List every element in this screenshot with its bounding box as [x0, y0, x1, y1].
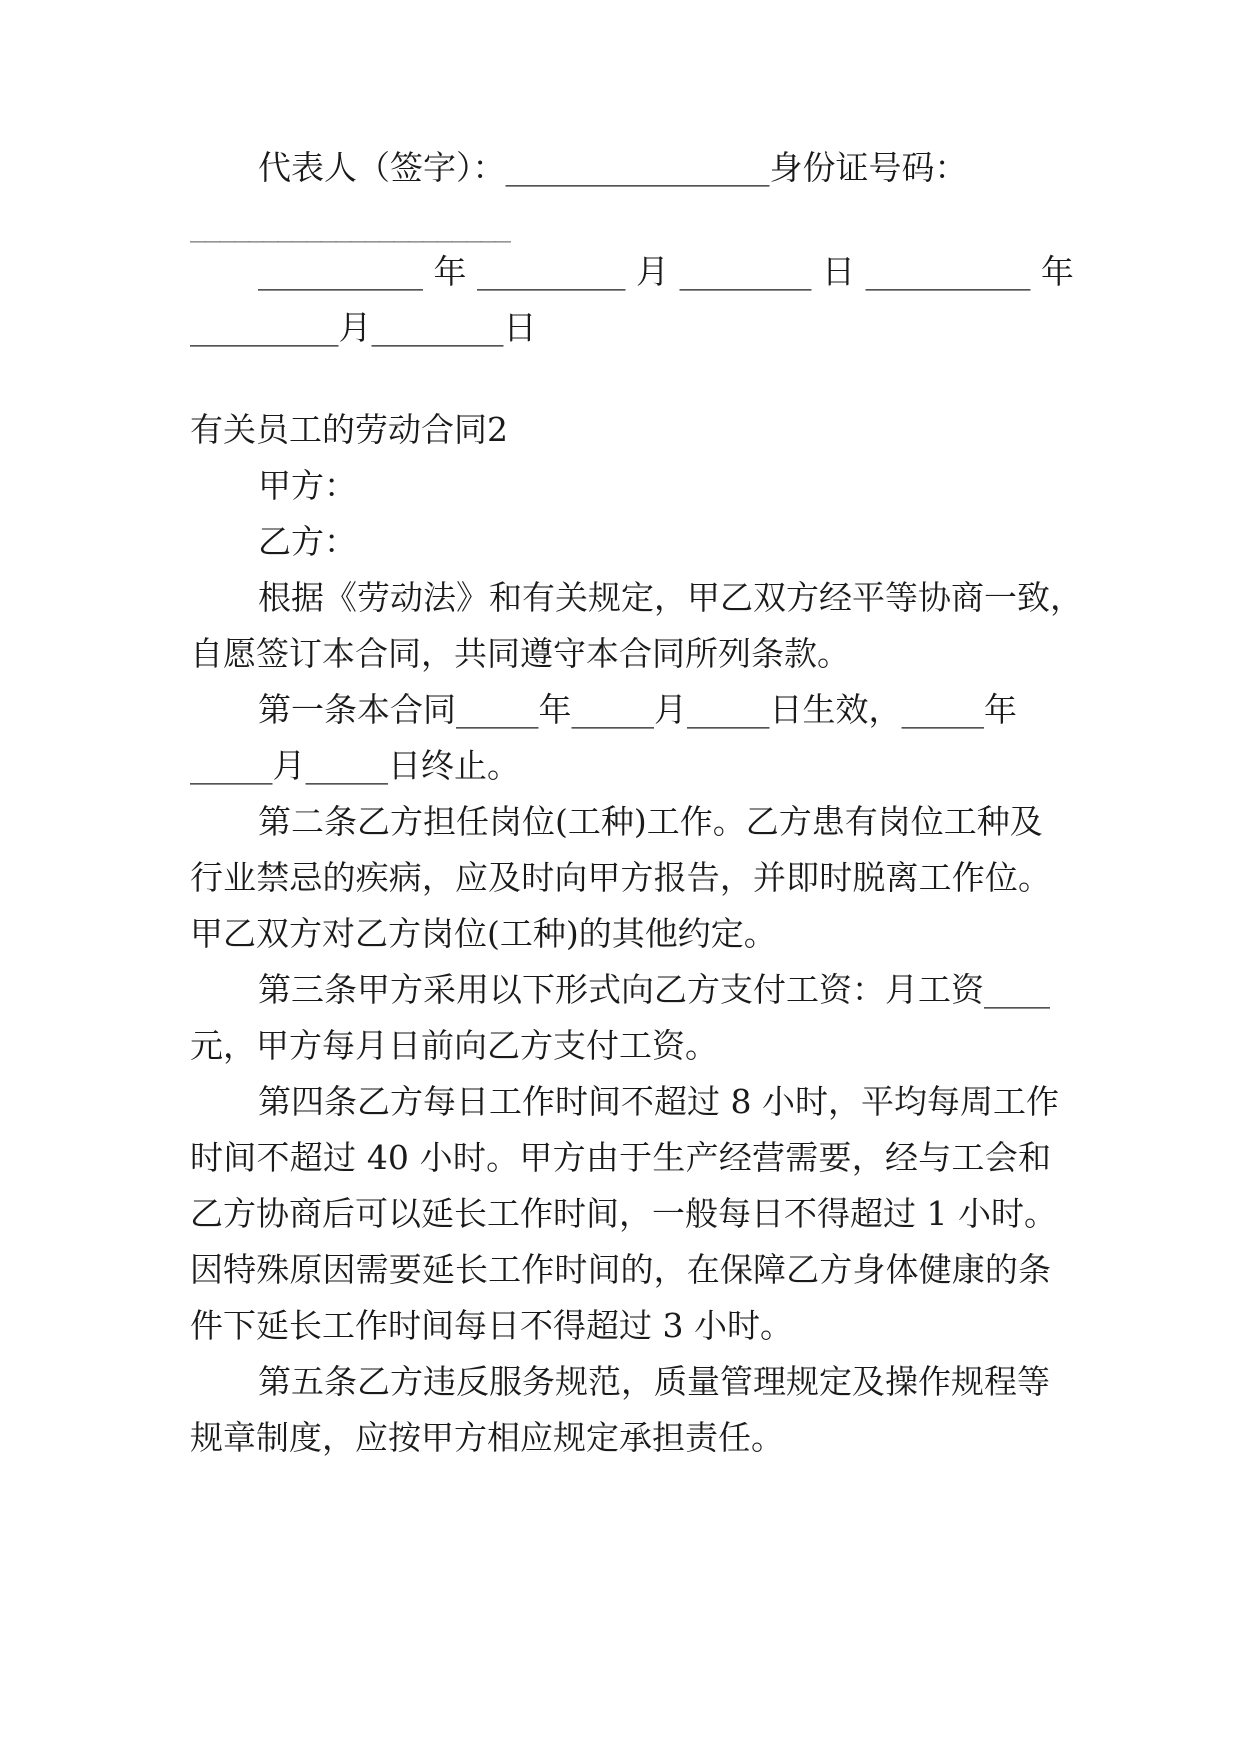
article-4-line-2: 时间不超过 40 小时。甲方由于生产经营需要，经与工会和 [190, 1138, 1051, 1177]
date-line: __________ 年 _________ 月 ________ 日 __________ 年 [258, 252, 1074, 291]
party-a-label: 甲方： [258, 466, 357, 505]
article-1-line-2: _____月_____日终止。 [190, 746, 520, 785]
article-2-line-2: 行业禁忌的疾病，应及时向甲方报告，并即时脱离工作位。 [190, 858, 1051, 897]
article-4-line-3: 乙方协商后可以延长工作时间，一般每日不得超过 1 小时。 [190, 1194, 1057, 1233]
date-line-continued: _________月________日 [190, 308, 537, 347]
section-title: 有关员工的劳动合同2 [190, 410, 508, 449]
article-4-line-4: 因特殊原因需要延长工作时间的，在保障乙方身体健康的条 [190, 1250, 1051, 1289]
article-3-line-1: 第三条甲方采用以下形式向乙方支付工资：月工资____ [258, 970, 1050, 1009]
intro-paragraph-line-1: 根据《劳动法》和有关规定，甲乙双方经平等协商一致， [258, 578, 1083, 617]
article-5-line-1: 第五条乙方违反服务规范，质量管理规定及操作规程等 [258, 1362, 1050, 1401]
article-5-line-2: 规章制度，应按甲方相应规定承担责任。 [190, 1418, 784, 1457]
article-4-line-5: 件下延长工作时间每日不得超过 3 小时。 [190, 1306, 793, 1345]
party-b-label: 乙方： [258, 522, 357, 561]
article-2-line-1: 第二条乙方担任岗位(工种)工作。乙方患有岗位工种及 [258, 802, 1043, 841]
article-3-line-2: 元，甲方每月日前向乙方支付工资。 [190, 1026, 718, 1065]
article-4-line-1: 第四条乙方每日工作时间不超过 8 小时，平均每周工作 [258, 1082, 1059, 1121]
intro-paragraph-line-2: 自愿签订本合同，共同遵守本合同所列条款。 [190, 634, 850, 673]
article-2-line-3: 甲乙双方对乙方岗位(工种)的其他约定。 [190, 914, 777, 953]
representative-signature-line: 代表人（签字）：________________身份证号码： [258, 148, 968, 187]
id-number-blank: ______________________ [190, 204, 509, 243]
article-1-line-1: 第一条本合同_____年_____月_____日生效，_____年 [258, 690, 1017, 729]
